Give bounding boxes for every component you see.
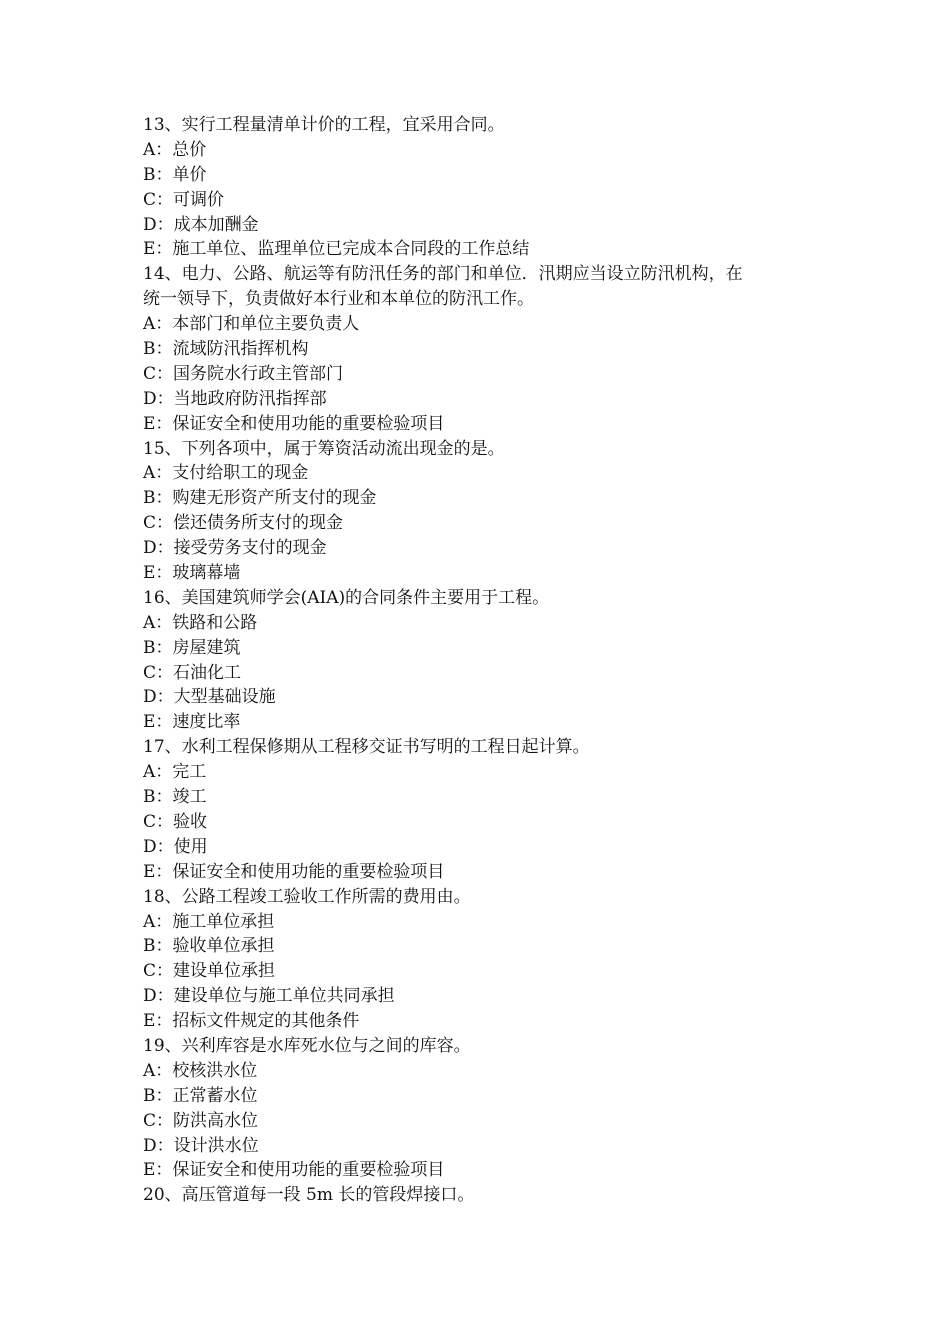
question-stem: 15、下列各项中，属于筹资活动流出现金的是。 <box>143 438 505 459</box>
option-d: D：成本加酬金 <box>143 214 259 235</box>
option-e: E：玻璃幕墙 <box>143 563 241 584</box>
option-a: A：完工 <box>143 762 207 783</box>
question-stem: 18、公路工程竣工验收工作所需的费用由。 <box>143 886 471 907</box>
option-e: E：速度比率 <box>143 712 241 733</box>
option-b: B：验收单位承担 <box>143 936 275 957</box>
option-d: D：使用 <box>143 836 208 857</box>
option-b: B：单价 <box>143 164 207 185</box>
option-d: D：建设单位与施工单位共同承担 <box>143 986 395 1007</box>
option-c: C：可调价 <box>143 189 225 210</box>
question-stem: 17、水利工程保修期从工程移交证书写明的工程日起计算。 <box>143 737 590 758</box>
option-b: B：流域防汛指挥机构 <box>143 339 309 360</box>
option-c: C：建设单位承担 <box>143 961 276 982</box>
option-e: E：施工单位、监理单位已完成本合同段的工作总结 <box>143 239 530 260</box>
option-a: A：校核洪水位 <box>143 1060 258 1081</box>
option-b: B：竣工 <box>143 787 207 808</box>
option-c: C：国务院水行政主管部门 <box>143 363 344 384</box>
option-e: E：保证安全和使用功能的重要检验项目 <box>143 413 445 434</box>
option-d: D：大型基础设施 <box>143 687 276 708</box>
question-stem: 19、兴利库容是水库死水位与之间的库容。 <box>143 1035 471 1056</box>
question-stem-line-1: 14、电力、公路、航运等有防汛任务的部门和单位．汛期应当设立防汛机构，在 <box>143 264 743 285</box>
option-b: B：正常蓄水位 <box>143 1085 258 1106</box>
option-d: D：当地政府防汛指挥部 <box>143 388 327 409</box>
question-stem-line-2: 统一领导下，负责做好本行业和本单位的防汛工作。 <box>143 289 534 310</box>
option-b: B：购建无形资产所支付的现金 <box>143 488 377 509</box>
option-b: B：房屋建筑 <box>143 637 241 658</box>
option-e: E：招标文件规定的其他条件 <box>143 1011 360 1032</box>
option-c: C：防洪高水位 <box>143 1110 259 1131</box>
question-stem: 20、高压管道每一段 5m 长的管段焊接口。 <box>143 1185 475 1206</box>
option-a: A：支付给职工的现金 <box>143 463 309 484</box>
question-list <box>143 113 813 1208</box>
option-a: A：本部门和单位主要负责人 <box>143 314 360 335</box>
question-stem: 16、美国建筑师学会(AIA)的合同条件主要用于工程。 <box>143 587 550 608</box>
option-c: C：偿还债务所支付的现金 <box>143 513 344 534</box>
option-a: A：施工单位承担 <box>143 911 275 932</box>
option-c: C：石油化工 <box>143 662 242 683</box>
option-a: A：总价 <box>143 139 207 160</box>
option-d: D：接受劳务支付的现金 <box>143 538 327 559</box>
question-stem: 13、实行工程量清单计价的工程，宜采用合同。 <box>143 115 505 135</box>
option-e: E：保证安全和使用功能的重要检验项目 <box>143 861 445 882</box>
option-a: A：铁路和公路 <box>143 612 258 633</box>
option-d: D：设计洪水位 <box>143 1135 259 1156</box>
option-e: E：保证安全和使用功能的重要检验项目 <box>143 1160 445 1181</box>
option-c: C：验收 <box>143 811 208 832</box>
